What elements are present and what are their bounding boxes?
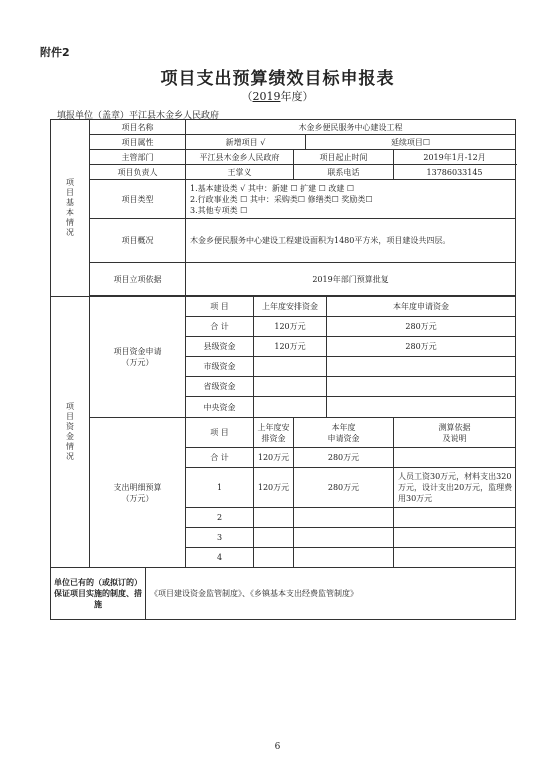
detail-row-this: 280万元 xyxy=(294,468,394,508)
department-value: 平江县木金乡人民政府 xyxy=(186,150,294,165)
system-label: 单位已有的（或拟订的）保证项目实施的制度、措施 xyxy=(51,568,146,620)
system-value: 《项目建设资金监管制度》、《乡镇基本支出经费监管制度》 xyxy=(146,568,516,620)
apply-row-this: 280万元 xyxy=(327,337,516,357)
detail-row-this xyxy=(294,548,394,568)
apply-row-item: 省级资金 xyxy=(186,377,254,397)
apply-row-last: 120万元 xyxy=(254,317,327,337)
detail-row-this xyxy=(294,528,394,548)
apply-header-last: 上年度安排资金 xyxy=(254,297,327,317)
apply-row-last xyxy=(254,397,327,418)
apply-header-item: 项 目 xyxy=(186,297,254,317)
project-name-value: 木金乡便民服务中心建设工程 xyxy=(186,120,516,135)
application-table xyxy=(50,119,516,620)
apply-label: 项目资金申请 （万元） xyxy=(90,297,186,418)
apply-row-this: 280万元 xyxy=(327,317,516,337)
detail-row-this xyxy=(294,508,394,528)
apply-row-item: 合 计 xyxy=(186,317,254,337)
attribute-continuing-option: 延续项目☐ xyxy=(306,135,516,150)
project-name-label: 项目名称 xyxy=(90,120,186,135)
attribute-new-option: 新增项目 √ xyxy=(186,135,306,150)
apply-row-last xyxy=(254,357,327,377)
period-label: 项目起止时间 xyxy=(294,150,394,165)
apply-row-item: 县级资金 xyxy=(186,337,254,357)
detail-row-last xyxy=(254,508,294,528)
apply-row-item: 中央资金 xyxy=(186,397,254,418)
phone-value: 13786033145 xyxy=(394,165,516,180)
detail-row-note xyxy=(394,448,516,468)
detail-row-last xyxy=(254,528,294,548)
apply-header-this: 本年度申请资金 xyxy=(327,297,516,317)
page-title: 项目支出预算绩效目标申报表 xyxy=(160,69,395,89)
detail-label: 支出明细预算 （万元） xyxy=(90,418,186,568)
apply-row-this xyxy=(327,377,516,397)
detail-row-item: 1 xyxy=(186,468,254,508)
project-type-label: 项目类型 xyxy=(90,180,186,219)
detail-row-note: 人员工资30万元，材料支出320万元，设计支出20万元，监理费用30万元 xyxy=(394,468,516,508)
detail-row-item: 2 xyxy=(186,508,254,528)
project-type-options: 1.基本建设类 √ 其中：新建 ☐ 扩建 ☐ 改建 ☐ 2.行政事业类 ☐ 其中：采购类☐ 修缮类☐ 奖励类☐ 3.其他专项类 ☐ xyxy=(186,180,516,219)
fiscal-year: （2019年度） xyxy=(241,90,314,103)
detail-row-note xyxy=(394,508,516,528)
leader-value: 王掌义 xyxy=(186,165,294,180)
apply-row-last: 120万元 xyxy=(254,337,327,357)
overview-value: 木金乡便民服务中心建设工程建设面积为1480平方米，项目建设共四层。 xyxy=(186,219,516,263)
detail-row-item: 4 xyxy=(186,548,254,568)
detail-row-last: 120万元 xyxy=(254,468,294,508)
attachment-label: 附件2 xyxy=(40,46,70,59)
detail-header-this: 本年度 申请资金 xyxy=(294,418,394,448)
detail-row-item: 合 计 xyxy=(186,448,254,468)
detail-row-note xyxy=(394,528,516,548)
apply-row-item: 市级资金 xyxy=(186,357,254,377)
detail-row-last: 120万元 xyxy=(254,448,294,468)
project-attribute-label: 项目属性 xyxy=(90,135,186,150)
section-basic-info: 项目基本情况 xyxy=(51,120,90,297)
leader-label: 项目负责人 xyxy=(90,165,186,180)
basis-label: 项目立项依据 xyxy=(90,263,186,296)
detail-header-last: 上年度安 排资金 xyxy=(254,418,294,448)
detail-row-this: 280万元 xyxy=(294,448,394,468)
reporting-unit: 填报单位（盖章）平江县木金乡人民政府 xyxy=(57,111,220,121)
detail-row-note xyxy=(394,548,516,568)
detail-row-last xyxy=(254,548,294,568)
basis-value: 2019年部门预算批复 xyxy=(186,263,516,296)
department-label: 主管部门 xyxy=(90,150,186,165)
apply-row-this xyxy=(327,397,516,418)
section-fund-info: 项目资金情况 xyxy=(51,297,90,568)
page-number: 6 xyxy=(274,742,281,752)
period-value: 2019年1月-12月 xyxy=(394,150,516,165)
phone-label: 联系电话 xyxy=(294,165,394,180)
detail-row-item: 3 xyxy=(186,528,254,548)
detail-header-note: 测算依据 及说明 xyxy=(394,418,516,448)
detail-header-item: 项 目 xyxy=(186,418,254,448)
apply-row-this xyxy=(327,357,516,377)
overview-label: 项目概况 xyxy=(90,219,186,263)
apply-row-last xyxy=(254,377,327,397)
